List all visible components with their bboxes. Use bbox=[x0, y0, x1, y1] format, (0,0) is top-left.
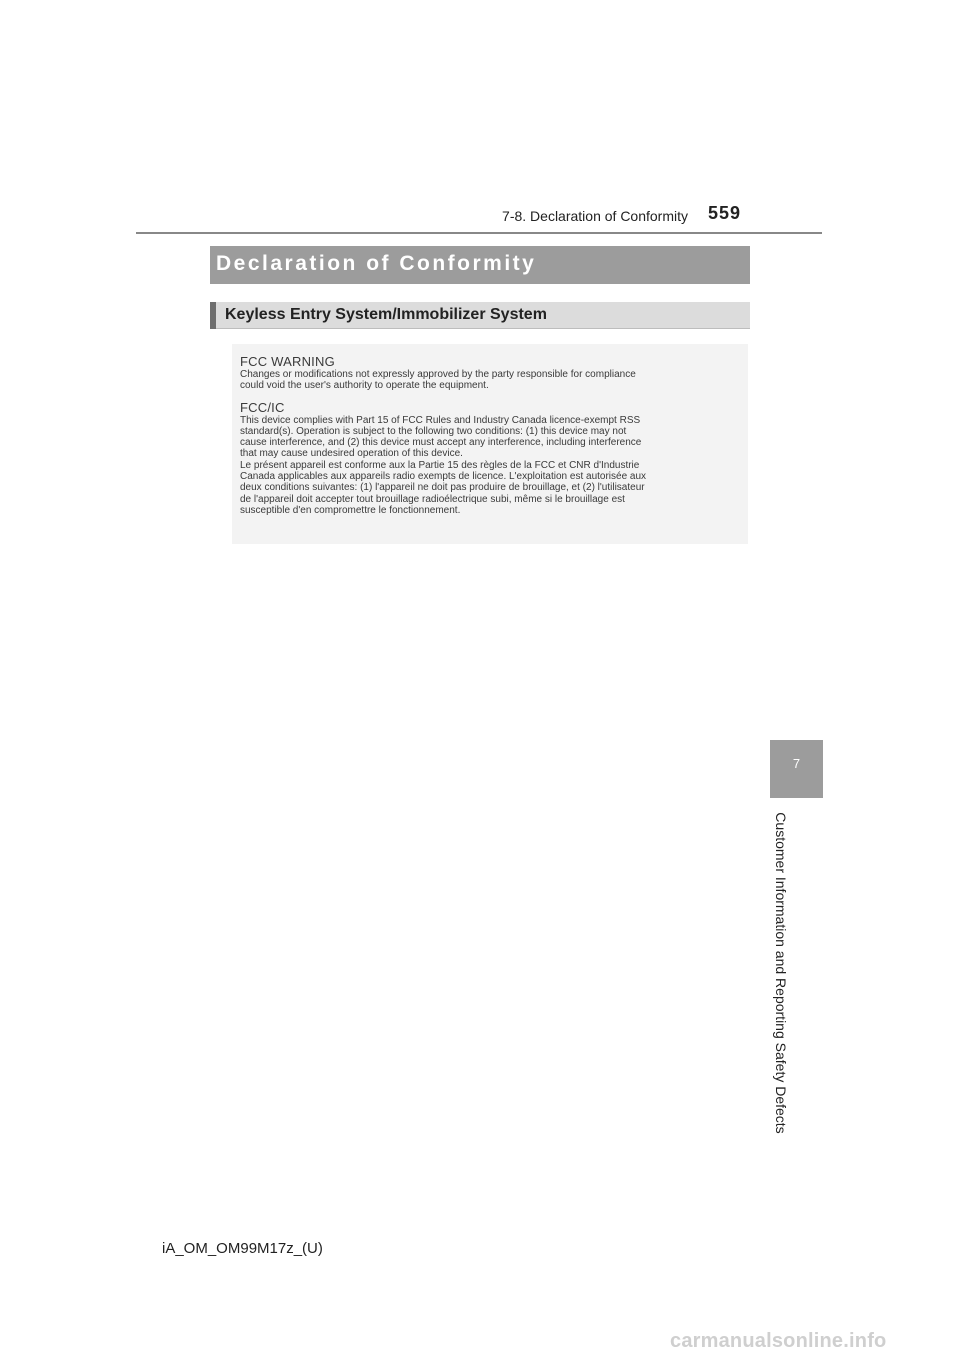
document-code: iA_OM_OM99M17z_(U) bbox=[162, 1240, 323, 1257]
fccic-line: that may cause undesired operation of this device. bbox=[240, 448, 463, 460]
fccic-heading: FCC/IC bbox=[240, 399, 285, 415]
watermark-text: carmanualsonline.info bbox=[670, 1330, 887, 1352]
fccic-line: deux conditions suivantes: (1) l'appareil ne doit pas produire de brouillage, et (2) l'utilisateur bbox=[240, 482, 645, 494]
fcc-line: could void the user's authority to operate the equipment. bbox=[240, 380, 489, 392]
section-reference: 7-8. Declaration of Conformity bbox=[502, 208, 688, 224]
fcc-label-image bbox=[232, 344, 748, 544]
fccic-line: standard(s). Operation is subject to the following two conditions: (1) this device may not bbox=[240, 425, 627, 437]
fccic-line: Canada applicables aux appareils radio exempts de licence. L'exploitation est autorisée aux bbox=[240, 471, 647, 483]
chapter-side-title-text: Customer Information and Reporting Safety Defects bbox=[773, 811, 789, 1134]
fccic-line: Le présent appareil est conforme aux la Partie 15 des règles de la FCC et CNR d'Industrie bbox=[240, 459, 640, 471]
fcc-line: Changes or modifications not expressly approved by the party responsible for compliance bbox=[240, 369, 636, 380]
fcc-warning-heading: FCC WARNING bbox=[240, 354, 335, 369]
fccic-line: cause interference, and (2) this device must accept any interference, including interference bbox=[240, 437, 642, 449]
page-number: 559 bbox=[708, 203, 742, 223]
subsection-accent bbox=[210, 302, 216, 329]
subsection-title: Keyless Entry System/Immobilizer System bbox=[225, 306, 547, 323]
chapter-title: Declaration of Conformity bbox=[216, 252, 537, 275]
fccic-line: de l'appareil doit accepter tout brouillage radioélectrique subi, même si le brouillage est bbox=[240, 493, 625, 505]
fccic-line: susceptible d'en compromettre le fonctionnement. bbox=[240, 504, 461, 516]
fccic-line: This device complies with Part 15 of FCC Rules and Industry Canada licence-exempt RSS bbox=[240, 414, 641, 426]
header-rule bbox=[136, 232, 822, 234]
chapter-tab-number: 7 bbox=[792, 756, 801, 771]
chapter-side-title bbox=[771, 805, 791, 1140]
